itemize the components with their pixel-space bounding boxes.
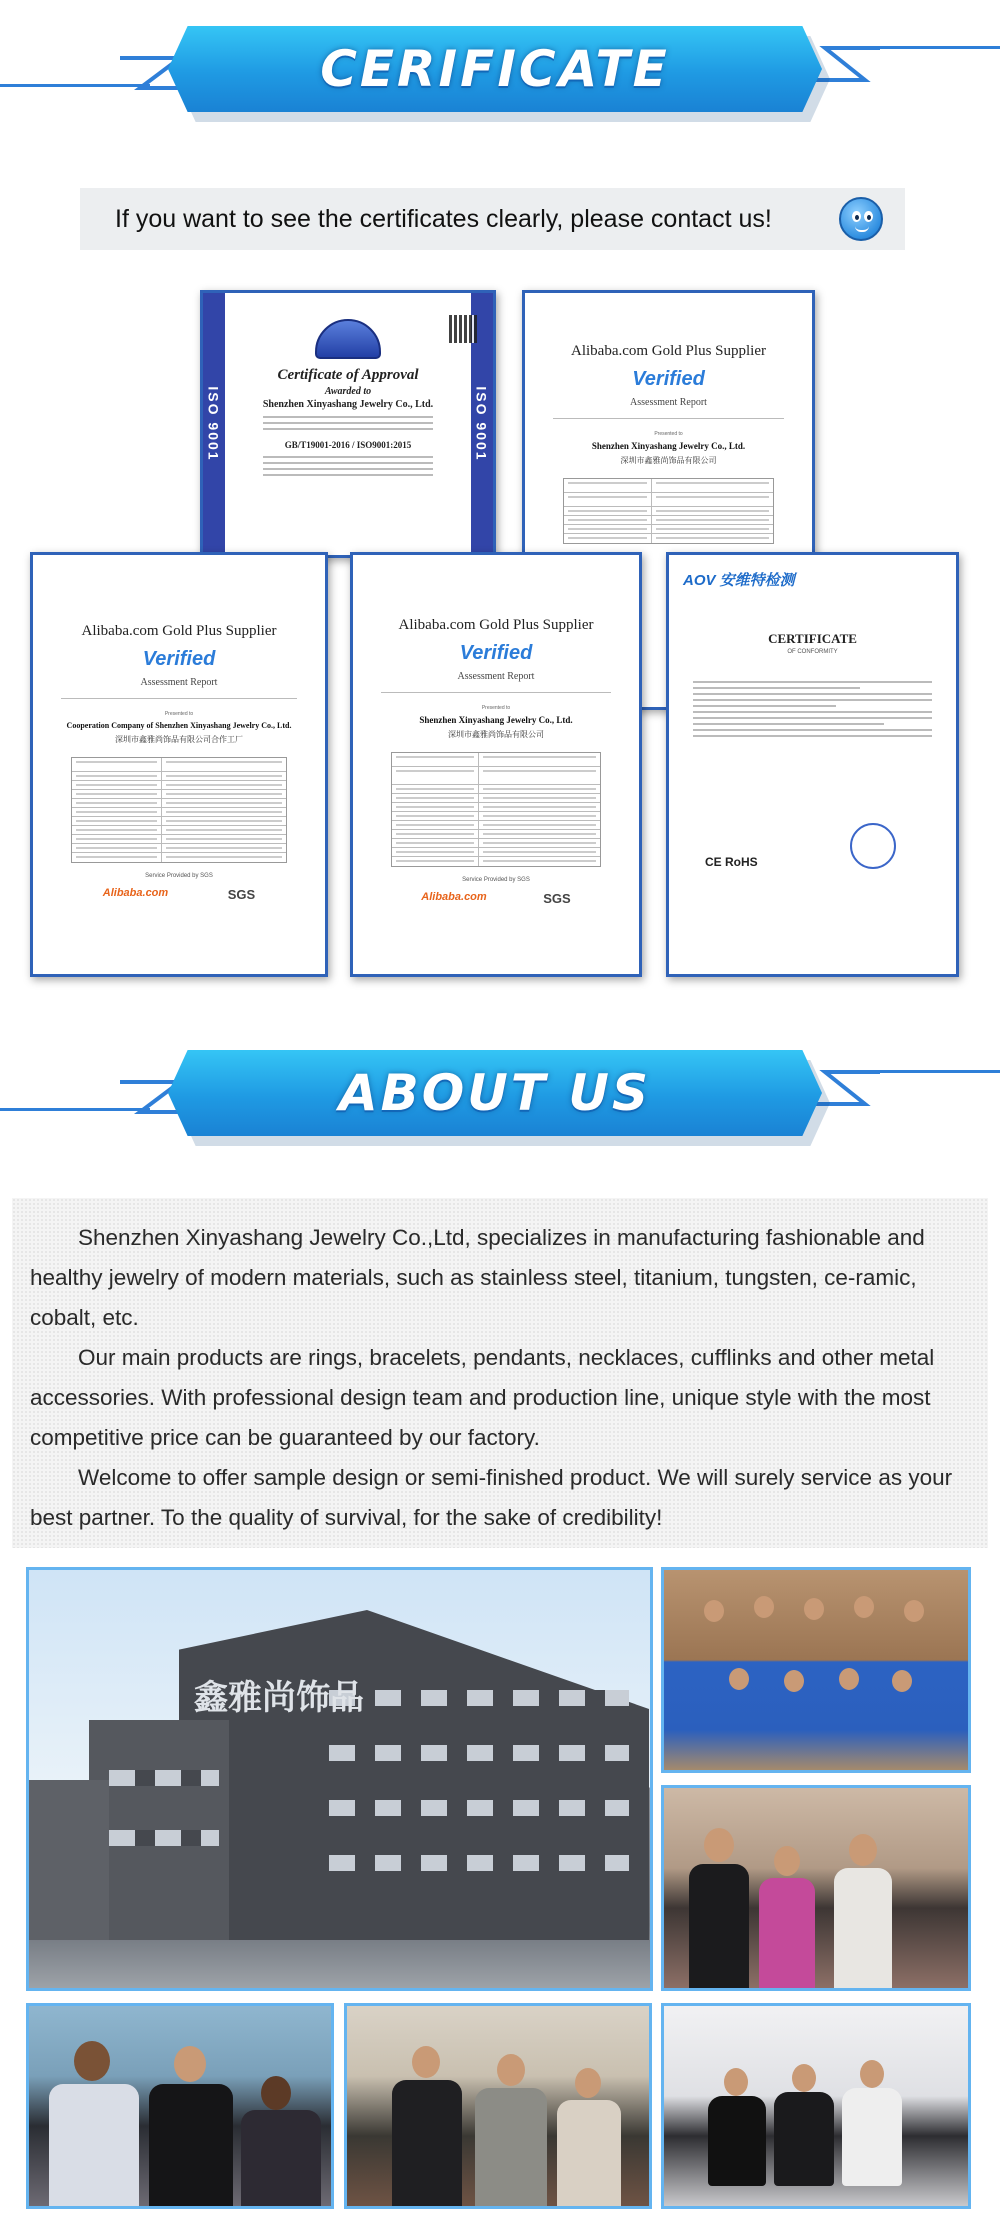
customer-visit-photo-1 [26, 2003, 334, 2209]
aov-certificate [666, 552, 959, 977]
alibaba-logo: Alibaba.com [421, 891, 487, 903]
sgs-logo: SGS [543, 891, 571, 906]
cert-subtitle: Assessment Report [630, 397, 707, 408]
iso-company: Shenzhen Xinyashang Jewelry Co., Ltd. [262, 399, 434, 410]
smiley-face-icon [839, 197, 883, 241]
notice-text: If you want to see the certificates clearly, please contact us! [115, 204, 772, 233]
iso-title: Certificate of Approval [277, 367, 419, 383]
alibaba-logo: Alibaba.com [102, 887, 169, 899]
cert-title: Alibaba.com Gold Plus Supplier [571, 343, 766, 359]
cert-company: Shenzhen Xinyashang Jewelry Co., Ltd. [591, 441, 746, 451]
aov-title: CERTIFICATE [768, 631, 857, 646]
factory-building-photo [26, 1567, 653, 1991]
iso-awarded: Awarded to [324, 386, 372, 397]
iso-standard: GB/T19001-2016 / ISO9001:2015 [284, 440, 412, 450]
cert-title: Alibaba.com Gold Plus Supplier [398, 617, 594, 633]
iso-9001-certificate [200, 290, 496, 558]
cert-service: Service Provided by SGS [462, 877, 530, 883]
showroom-visit-photo [661, 1785, 971, 1991]
cert-presented: Presented to [654, 431, 683, 437]
customer-visit-photo-2 [344, 2003, 652, 2209]
cert-table [391, 752, 601, 867]
about-banner [0, 1038, 1000, 1148]
about-text-panel [12, 1198, 988, 1548]
building-sign: 鑫雅尚饰品 [194, 1678, 364, 1718]
aov-subtitle: OF CONFORMITY [787, 649, 838, 655]
certification-badge-icon [315, 319, 381, 359]
verified-label: Verified [459, 642, 533, 664]
cert-service: Service Provided by SGS [145, 873, 213, 879]
contact-notice [80, 188, 905, 250]
cert-presented: Presented to [164, 711, 194, 717]
cert-company-cn: 深圳市鑫雅尚饰品有限公司 [448, 730, 544, 739]
iso-band-right: ISO 9001 [471, 293, 493, 555]
trade-show-photo [661, 2003, 971, 2209]
alibaba-certificate-middle [350, 552, 642, 977]
cert-company: Cooperation Company of Shenzhen Xinyashang Jewelry Co., Ltd. [66, 721, 292, 730]
cert-company-cn: 深圳市鑫雅尚饰品有限公司 [620, 456, 717, 465]
team-group-photo [661, 1567, 971, 1773]
alibaba-certificate-left [30, 552, 328, 977]
verified-label: Verified [632, 368, 705, 390]
aov-logo: AOV 安维特检测 [683, 572, 795, 589]
about-banner-title: ABOUT US [338, 1064, 652, 1122]
sgs-logo: SGS [227, 887, 256, 902]
cert-company-cn: 深圳市鑫雅尚饰品有限公司合作工厂 [115, 735, 243, 744]
aov-seal-icon [850, 823, 896, 869]
cert-presented: Presented to [481, 705, 511, 711]
cert-table [563, 478, 774, 544]
iso-band-left: ISO 9001 [203, 293, 225, 555]
about-paragraph-1: Shenzhen Xinyashang Jewelry Co.,Ltd, specializes in manufacturing fashionable and healthy jewelry of modern materials, such as stainless steel, titanium, tungsten, ce-ramic, cobalt, etc. [30, 1225, 925, 1330]
cert-table [71, 757, 287, 863]
cert-subtitle: Assessment Report [140, 677, 218, 688]
verified-label: Verified [142, 648, 216, 670]
certificate-banner [0, 14, 1000, 124]
cert-title: Alibaba.com Gold Plus Supplier [81, 623, 277, 639]
about-paragraph-3: Welcome to offer sample design or semi-finished product. We will surely service as your best partner. To the quality of survival, for the sake of credibility! [30, 1465, 953, 1530]
cert-company: Shenzhen Xinyashang Jewelry Co., Ltd. [419, 715, 573, 725]
ce-rohs-marks: CE RoHS [705, 855, 758, 869]
certificate-banner-title: CERIFICATE [320, 40, 670, 98]
about-paragraph-2: Our main products are rings, bracelets, pendants, necklaces, cufflinks and other metal accessories. With professional design team and production line, unique style with the most competitive price can be guaranteed by our factory. [30, 1345, 935, 1450]
cert-subtitle: Assessment Report [457, 671, 535, 682]
